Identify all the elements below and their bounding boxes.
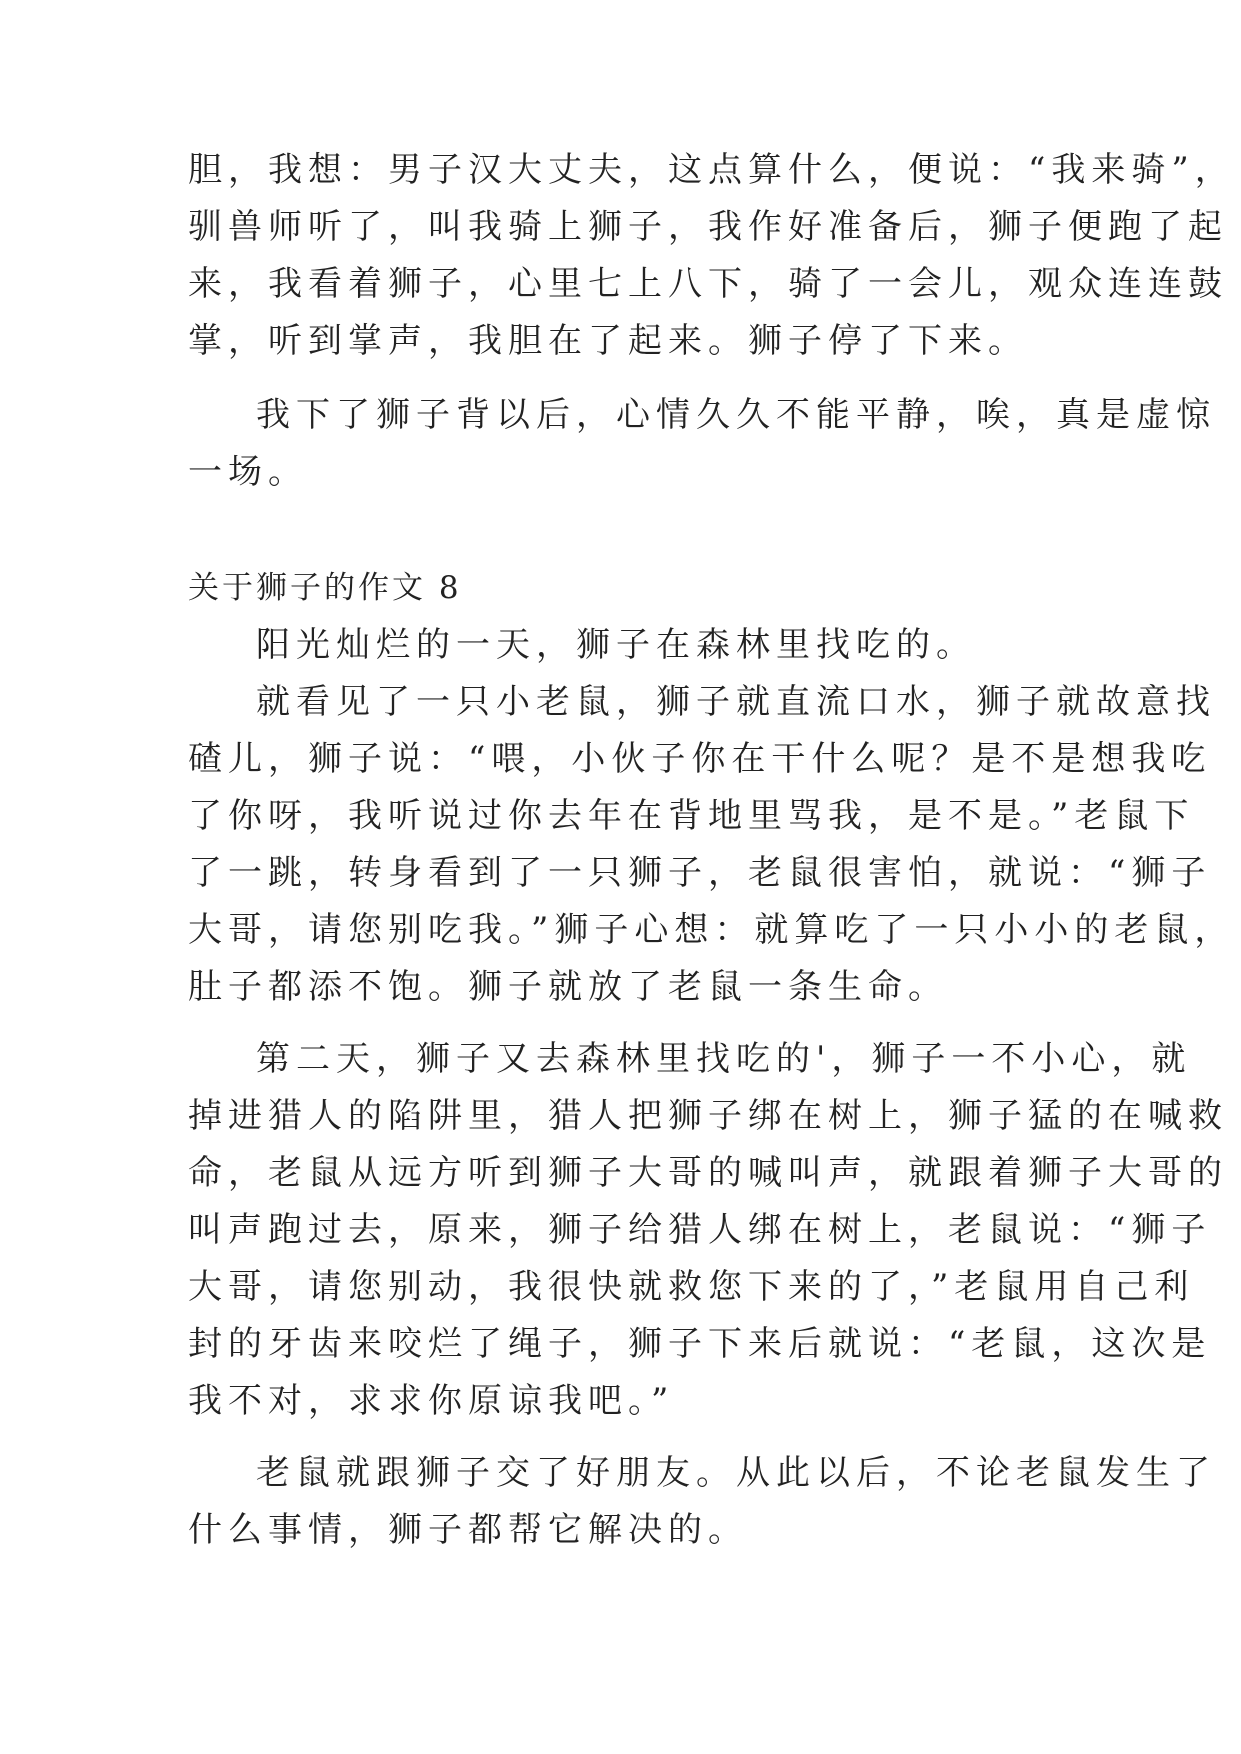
text-line: 封的牙齿来咬烂了绳子，狮子下来后就说：“老鼠，这次是 <box>188 1324 1212 1364</box>
text-line: 来，我看着狮子，心里七上八下，骑了一会儿，观众连连鼓 <box>188 264 1228 304</box>
text-line: 命，老鼠从远方听到狮子大哥的喊叫声，就跟着狮子大哥的 <box>188 1153 1228 1193</box>
text-line: 了一跳，转身看到了一只狮子，老鼠很害怕，就说：“狮子 <box>188 853 1212 893</box>
essay-heading: 关于狮子的作文 8 <box>188 570 462 606</box>
text-line: 驯兽师听了，叫我骑上狮子，我作好准备后，狮子便跑了起 <box>188 207 1228 247</box>
text-line: 碴儿，狮子说：“喂，小伙子你在干什么呢？是不是想我吃 <box>188 739 1212 779</box>
text-line: 大哥，请您别吃我。”狮子心想：就算吃了一只小小的老鼠， <box>188 910 1235 950</box>
text-line: 掉进猎人的陷阱里，猎人把狮子绑在树上，狮子猛的在喊救 <box>188 1096 1228 1136</box>
text-line: 就看见了一只小老鼠，狮子就直流口水，狮子就故意找 <box>256 682 1216 722</box>
text-line: 我下了狮子背以后，心情久久不能平静，唉，真是虚惊 <box>256 395 1216 435</box>
text-line: 第二天，狮子又去森林里找吃的'，狮子一不小心，就 <box>256 1039 1192 1079</box>
text-line: 我不对，求求你原谅我吧。” <box>188 1381 675 1421</box>
text-line: 肚子都添不饱。狮子就放了老鼠一条生命。 <box>188 967 948 1007</box>
text-line: 阳光灿烂的一天，狮子在森林里找吃的。 <box>256 625 976 665</box>
text-line: 老鼠就跟狮子交了好朋友。从此以后，不论老鼠发生了 <box>256 1453 1216 1493</box>
text-line: 胆，我想：男子汉大丈夫，这点算什么，便说：“我来骑”， <box>188 150 1235 190</box>
text-line: 大哥，请您别动，我很快就救您下来的了，”老鼠用自己利 <box>188 1267 1195 1307</box>
text-line: 掌，听到掌声，我胆在了起来。狮子停了下来。 <box>188 321 1028 361</box>
text-line: 什么事情，狮子都帮它解决的。 <box>188 1510 748 1550</box>
text-line: 了你呀，我听说过你去年在背地里骂我，是不是。”老鼠下 <box>188 796 1195 836</box>
text-line: 叫声跑过去，原来，狮子给猎人绑在树上，老鼠说：“狮子 <box>188 1210 1212 1250</box>
text-line: 一场。 <box>188 452 308 492</box>
